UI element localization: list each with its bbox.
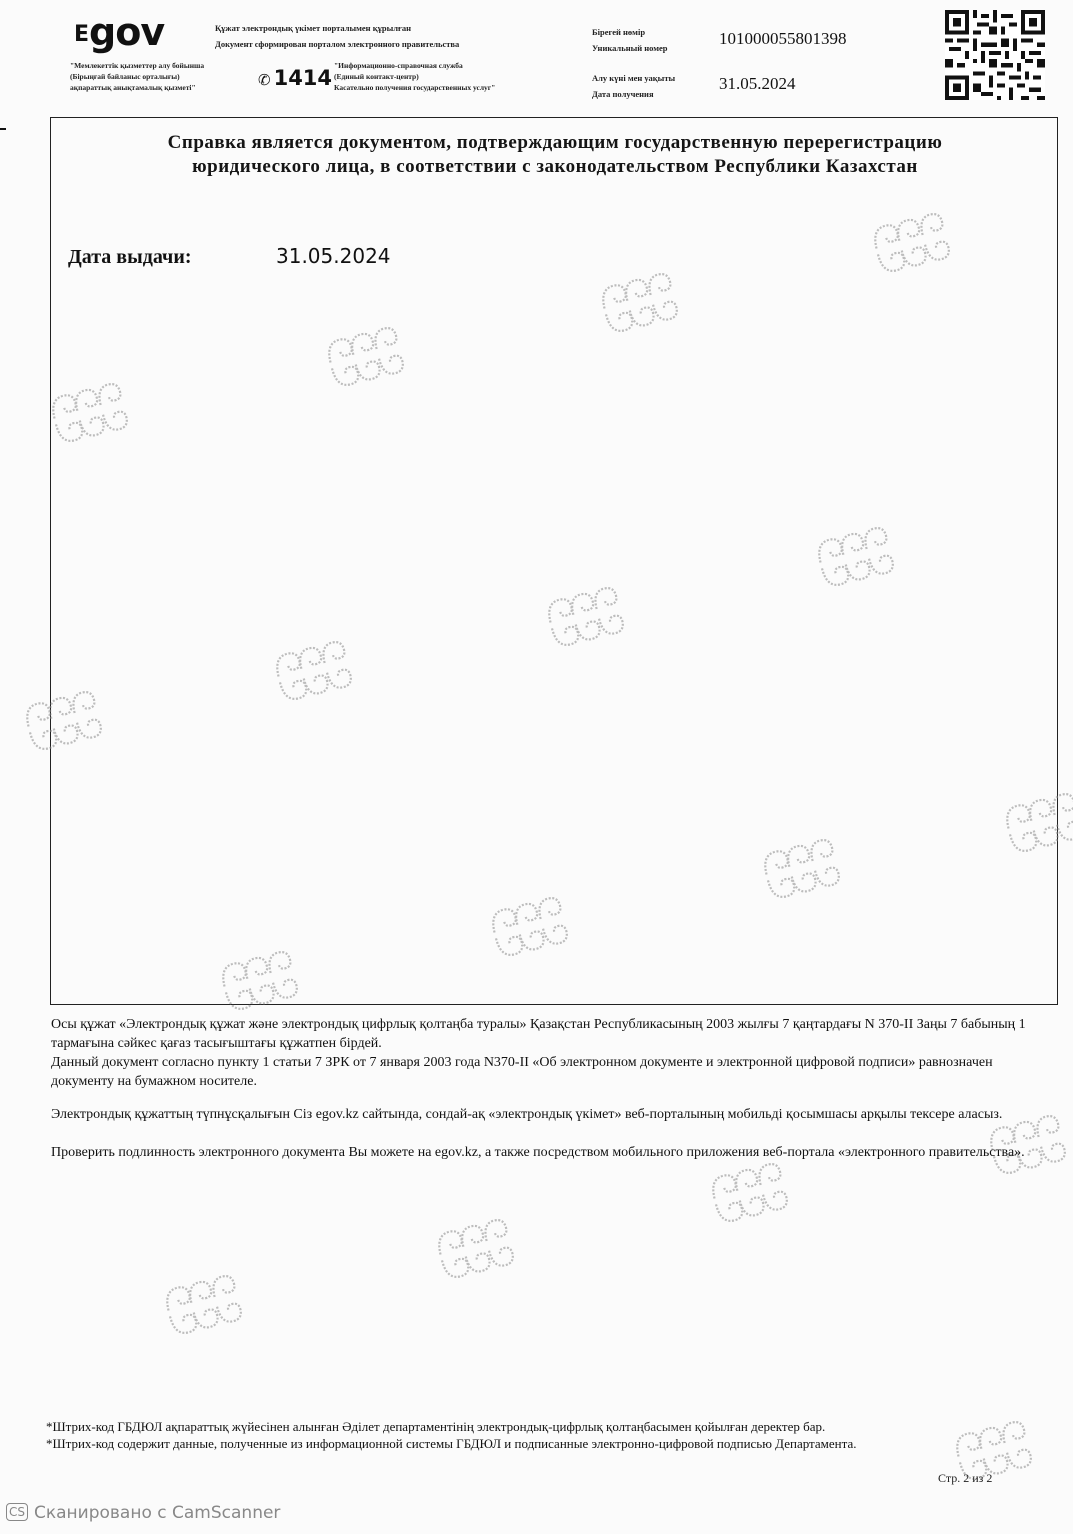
service-line-3: ақпараттық анықтамалық қызметі": [70, 83, 196, 92]
egov-logo: [74, 8, 164, 59]
service-line-1: "Мемлекеттік қызметтер алу бойынша: [70, 61, 205, 70]
ornament-watermark-icon: [758, 836, 844, 900]
info-line-3: Касательно получения государственных услуг": [334, 83, 496, 92]
ornament-watermark-icon: [706, 1160, 792, 1224]
info-note-ru: [334, 60, 495, 93]
ornament-watermark-icon: [46, 380, 132, 444]
title-line-2: юридического лица, в соответствии с законодательством Республики Казахстан: [192, 156, 918, 177]
info-line-2: (Единый контакт-центр): [334, 72, 419, 81]
unique-label-kz: Бірегей нөмір: [592, 27, 646, 37]
portal-note-kz: Құжат электрондық үкімет порталымен құрылған: [215, 23, 411, 33]
unique-number: 101000055801398: [719, 29, 847, 48]
document-title: [70, 131, 1040, 179]
barcode-note-ru: *Штрих-код содержит данные, полученные из информационной системы ГБДЮЛ и подписанные электронно-цифровой подписью Департамента.: [46, 1436, 857, 1451]
portal-note-ru: Документ сформирован порталом электронного правительства: [215, 39, 460, 49]
ornament-watermark-icon: [20, 688, 106, 752]
ornament-watermark-icon: [542, 584, 628, 648]
verify-note-kz: Электрондық құжаттың түпнұсқалығын Сіз egov.kz сайтында, сондай-ақ «электрондық үкімет» веб-порталының мобильді қосымшасы арқылы тексере аласыз.: [51, 1107, 1003, 1122]
ornament-watermark-icon: [596, 270, 682, 334]
issue-date-label: Дата выдачи:: [68, 246, 192, 268]
unique-label-ru: Уникальный номер: [592, 43, 668, 53]
info-line-1: "Информационно-справочная служба: [334, 61, 463, 70]
camscanner-icon: CS: [6, 1503, 28, 1521]
received-label-ru: Дата получения: [592, 89, 654, 99]
service-note-kz: [70, 60, 204, 93]
logo-text: gov: [89, 10, 165, 54]
ornament-watermark-icon: [812, 524, 898, 588]
ornament-watermark-icon: [216, 948, 302, 1012]
qr-code: [945, 10, 1045, 100]
phone-value: 1414: [273, 66, 333, 90]
ornament-watermark-icon: [1000, 790, 1073, 854]
received-label-kz: Алу күні мен уақыты: [592, 73, 676, 83]
ornament-watermark-icon: [160, 1272, 246, 1336]
page-number: Стр. 2 из 2: [938, 1471, 993, 1485]
received-date: 31.05.2024: [719, 74, 796, 93]
title-line-1: Справка является документом, подтверждающим государственную перерегистрацию: [167, 132, 943, 153]
edge-mark: [0, 128, 6, 130]
issue-date-value: 31.05.2024: [276, 244, 391, 268]
service-line-2: (Бірыңғай байланыс орталығы): [70, 72, 180, 81]
ornament-watermark-icon: [270, 638, 356, 702]
ornament-watermark-icon: [868, 210, 954, 274]
ornament-watermark-icon: [486, 894, 572, 958]
legal-note-kz: Осы құжат «Электрондық құжат және электрондық цифрлық қолтаңба туралы» Қазақстан Республикасының 2003 жылғы 7 қаңтардағы N 370-II Заңы 7 бабының 1 тармағына сәйкес қағаз тасығыштағы құжатпен бірдей.: [51, 1017, 1026, 1051]
logo-prefix: E: [74, 22, 90, 47]
legal-note-ru: Данный документ согласно пункту 1 статьи 7 ЗРК от 7 января 2003 года N370-II «Об электронном документе и электронной цифровой подписи» равнозначен документу на бумажном носителе.: [51, 1055, 993, 1089]
camscanner-watermark: [6, 1502, 280, 1524]
ornament-watermark-icon: [322, 324, 408, 388]
ornament-watermark-icon: [432, 1216, 518, 1280]
phone-number: [258, 64, 332, 94]
barcode-note-kz: *Штрих-код ГБДЮЛ ақпараттық жүйесінен алынған Әділет департаментінің электрондық-цифрлық қолтаңбасымен қойылған деректер бар.: [46, 1419, 826, 1434]
verify-note-ru: Проверить подлинность электронного документа Вы можете на egov.kz, а также посредством мобильного приложения веб-портала «электронного правительства».: [51, 1145, 1025, 1160]
phone-icon: ✆: [258, 71, 271, 89]
camscanner-text: Сканировано с CamScanner: [34, 1503, 281, 1523]
